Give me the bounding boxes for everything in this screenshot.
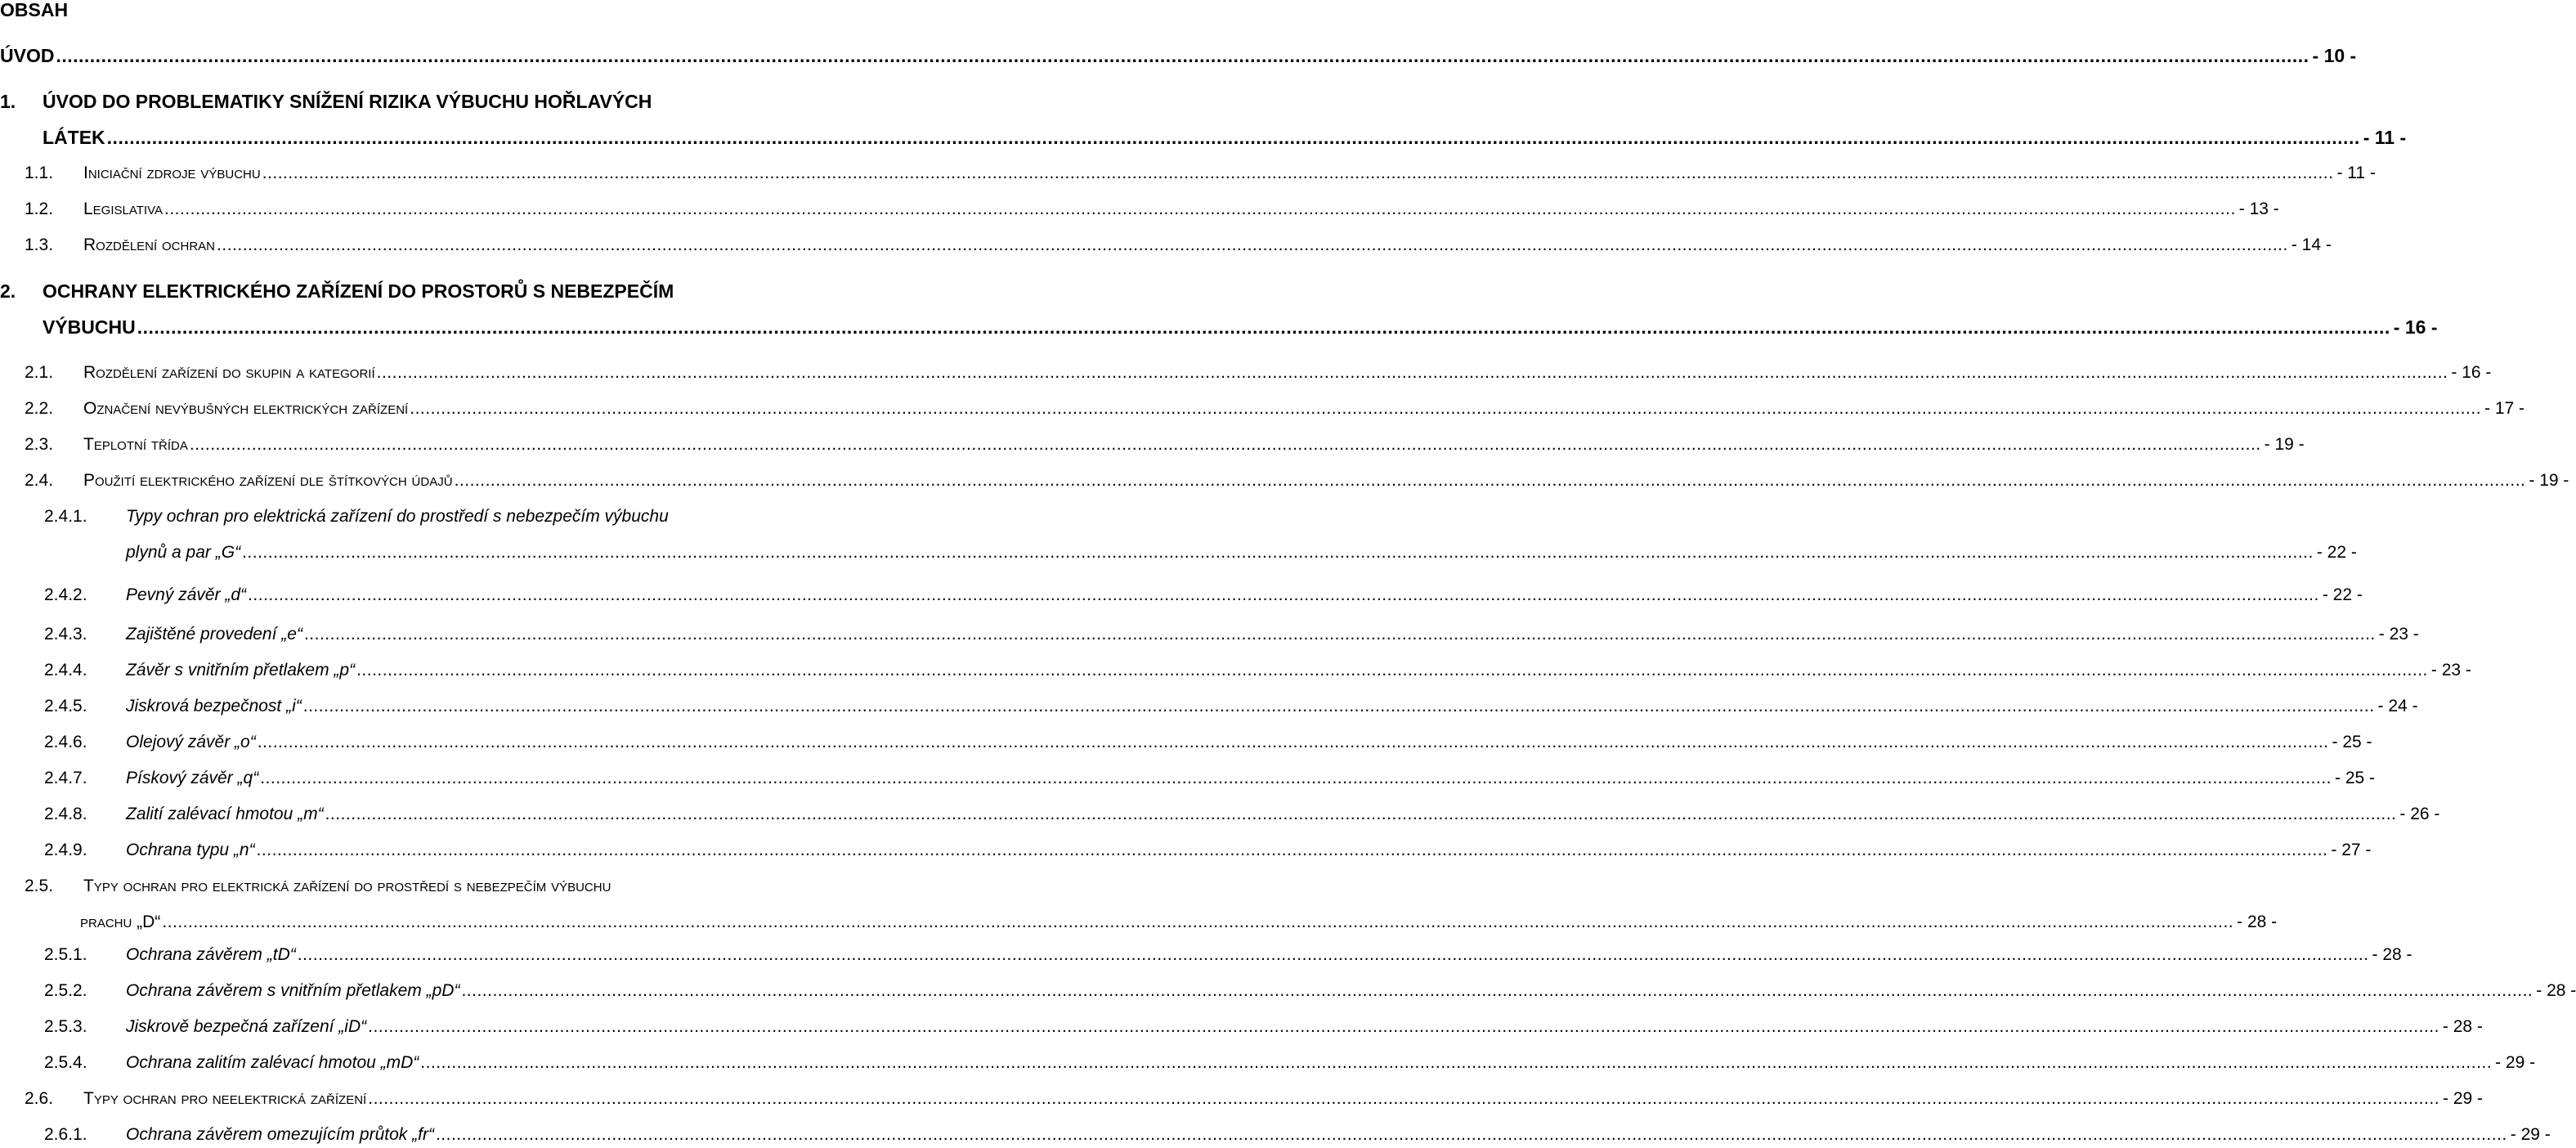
toc-entry[interactable]: [0, 43, 2357, 69]
toc-entry-number: 2.4.2.: [44, 585, 87, 604]
toc-entry-page: - 22 -: [2316, 543, 2357, 562]
toc-entry-page: - 27 -: [2331, 841, 2372, 859]
toc-entry-title[interactable]: Typy ochran pro elektrická zařízení do prostředí s nebezpečím výbuchu: [126, 507, 669, 526]
toc-entry-title: Použití elektrického zařízení dle štítkových údajů: [83, 471, 453, 490]
toc-entry-page: - 25 -: [2335, 769, 2376, 787]
toc-entry-page: - 26 -: [2399, 805, 2440, 823]
toc-entry-number: 2.4.7.: [44, 769, 87, 787]
toc-entry-number: 2.4.9.: [44, 841, 87, 859]
toc-entry-number: 2.4.: [25, 471, 54, 490]
toc-entry-page: - 13 -: [2238, 200, 2279, 218]
dot-leader: ................................................................................................................................................................................................................................................................................................................................................................................................................: [368, 1089, 2440, 1108]
toc-entry-title: Ochrana zalitím zalévací hmotou „mD“: [126, 1053, 419, 1072]
toc-entry[interactable]: [0, 468, 2569, 494]
toc-entry-title: Olejový závěr „o“: [126, 733, 256, 751]
toc-entry[interactable]: [0, 801, 2440, 827]
toc-entry[interactable]: [0, 396, 2525, 422]
toc-entry[interactable]: [0, 196, 2279, 222]
dot-leader: ................................................................................................................................................................................................................................................................................................................................................................................................................: [435, 1125, 2507, 1144]
toc-entry[interactable]: [0, 978, 2576, 1004]
dot-leader: ................................................................................................................................................................................................................................................................................................................................................................................................................: [256, 841, 2328, 859]
dot-leader: ................................................................................................................................................................................................................................................................................................................................................................................................................: [106, 127, 2360, 148]
toc-entry-page: - 17 -: [2484, 399, 2525, 418]
toc-entry-title: Jiskrová bezpečnost „i“: [126, 697, 302, 715]
toc-entry-title: Označení nevýbušných elektrických zařízení: [83, 399, 409, 418]
toc-entry-page: - 28 -: [2237, 913, 2278, 931]
toc-entry[interactable]: [0, 621, 2419, 648]
toc-entry[interactable]: [0, 693, 2418, 720]
toc-entry-page: - 23 -: [2430, 661, 2471, 679]
dot-leader: ................................................................................................................................................................................................................................................................................................................................................................................................................: [356, 661, 2428, 679]
toc-entry-title: Rozdělení zařízení do skupin a kategorií: [83, 363, 375, 382]
toc-entry-title: Teplotní třída: [83, 435, 188, 454]
dot-leader: ................................................................................................................................................................................................................................................................................................................................................................................................................: [189, 435, 2261, 454]
dot-leader: ................................................................................................................................................................................................................................................................................................................................................................................................................: [461, 981, 2533, 1000]
toc-entry-page: - 28 -: [2442, 1017, 2483, 1036]
dot-leader: ................................................................................................................................................................................................................................................................................................................................................................................................................: [297, 945, 2369, 964]
dot-leader: ................................................................................................................................................................................................................................................................................................................................................................................................................: [260, 769, 2332, 787]
toc-entry-title: Zalití zalévací hmotou „m“: [126, 805, 324, 823]
dot-leader: ................................................................................................................................................................................................................................................................................................................................................................................................................: [262, 164, 2334, 182]
toc-entry-title: Legislativa: [83, 200, 163, 218]
toc-entry-number: 2.3.: [25, 435, 54, 454]
toc-entry-number: 2.5.1.: [44, 945, 87, 964]
toc-entry[interactable]: [0, 582, 2363, 608]
dot-leader: ................................................................................................................................................................................................................................................................................................................................................................................................................: [217, 235, 2288, 254]
toc-entry-number: 2.4.8.: [44, 805, 87, 823]
toc-entry-number: 2.4.6.: [44, 733, 87, 751]
toc-entry-page: - 29 -: [2443, 1089, 2484, 1108]
dot-leader: ................................................................................................................................................................................................................................................................................................................................................................................................................: [325, 805, 2397, 823]
toc-entry-number: 1.1.: [25, 164, 54, 182]
dot-leader: ................................................................................................................................................................................................................................................................................................................................................................................................................: [56, 45, 2309, 66]
toc-entry-number: 2.4.4.: [44, 661, 87, 679]
toc-entry-number: 1.2.: [25, 200, 54, 218]
toc-entry-number: 2.2.: [25, 399, 54, 418]
toc-entry-title: Závěr s vnitřním přetlakem „p“: [126, 661, 356, 679]
toc-entry-page: - 11 -: [2363, 127, 2407, 148]
toc-entry-page: - 25 -: [2332, 733, 2372, 751]
toc-entry[interactable]: [0, 160, 2376, 186]
toc-entry-page: - 24 -: [2377, 697, 2418, 715]
toc-entry-title: ÚVOD: [0, 45, 55, 66]
dot-leader: ................................................................................................................................................................................................................................................................................................................................................................................................................: [302, 697, 2375, 715]
toc-entry-number: 2.6.1.: [44, 1125, 87, 1144]
dot-leader: ................................................................................................................................................................................................................................................................................................................................................................................................................: [164, 200, 2236, 218]
toc-entry[interactable]: [0, 1050, 2536, 1076]
dot-leader: ................................................................................................................................................................................................................................................................................................................................................................................................................: [248, 585, 2319, 604]
toc-entry-number: 2.4.1.: [44, 507, 87, 526]
dot-leader: ................................................................................................................................................................................................................................................................................................................................................................................................................: [376, 363, 2448, 382]
toc-entry-title: Ochrana závěrem s vnitřním přetlakem „pD“: [126, 981, 460, 1000]
dot-leader: ................................................................................................................................................................................................................................................................................................................................................................................................................: [303, 625, 2376, 644]
toc-entry-page: - 11 -: [2336, 164, 2376, 182]
toc-entry[interactable]: [0, 314, 2438, 340]
toc-entry[interactable]: [0, 1014, 2483, 1040]
dot-leader: ................................................................................................................................................................................................................................................................................................................................................................................................................: [257, 733, 2329, 751]
toc-entry-title: Typy ochran pro neelektrická zařízení: [83, 1089, 367, 1108]
dot-leader: ................................................................................................................................................................................................................................................................................................................................................................................................................: [242, 543, 2314, 562]
toc-entry-title[interactable]: OCHRANY ELEKTRICKÉHO ZAŘÍZENÍ DO PROSTORŮ S NEBEZPEČÍM: [43, 280, 674, 302]
toc-entry-number: 2.: [0, 280, 16, 302]
toc-entry-title: Pevný závěr „d“: [126, 585, 247, 604]
dot-leader: ................................................................................................................................................................................................................................................................................................................................................................................................................: [420, 1053, 2493, 1072]
toc-entry-page: - 29 -: [2510, 1125, 2551, 1144]
toc-entry-title: Ochrana závěrem „tD“: [126, 945, 296, 964]
toc-entry[interactable]: [0, 1122, 2551, 1148]
dot-leader: ................................................................................................................................................................................................................................................................................................................................................................................................................: [137, 316, 2390, 338]
toc-entry[interactable]: [0, 837, 2372, 863]
toc-entry-title-continued: prachu „D“: [80, 913, 161, 931]
toc-entry-title: Ochrana typu „n“: [126, 841, 255, 859]
toc-entry-page: - 29 -: [2495, 1053, 2536, 1072]
toc-entry[interactable]: [0, 942, 2412, 968]
toc-entry[interactable]: [0, 1086, 2484, 1112]
toc-entry[interactable]: [0, 124, 2407, 150]
toc-entry-title: Iniciační zdroje výbuchu: [83, 164, 261, 182]
toc-entry-number: 2.5.: [25, 877, 54, 895]
toc-entry-title: Pískový závěr „q“: [126, 769, 259, 787]
toc-entry-page: - 19 -: [2529, 471, 2569, 490]
toc-entry-number: 1.: [0, 91, 16, 112]
dot-leader: ................................................................................................................................................................................................................................................................................................................................................................................................................: [454, 471, 2526, 490]
toc-entry-title[interactable]: Typy ochran pro elektrická zařízení do prostředí s nebezpečím výbuchu: [83, 877, 612, 895]
dot-leader: ................................................................................................................................................................................................................................................................................................................................................................................................................: [162, 913, 2234, 931]
toc-entry-title-continued: plynů a par „G“: [126, 543, 241, 562]
toc-entry-title: Zajištěné provedení „e“: [126, 625, 302, 644]
toc-entry-page: - 10 -: [2312, 45, 2357, 66]
toc-entry-number: 2.4.5.: [44, 697, 87, 715]
toc-entry-number: 2.6.: [25, 1089, 54, 1108]
toc-entry-title: Ochrana závěrem omezujícím průtok „fr“: [126, 1125, 434, 1144]
toc-entry-number: 1.3.: [25, 235, 54, 254]
toc-entry-page: - 16 -: [2451, 363, 2492, 382]
toc-entry-page: - 28 -: [2372, 945, 2412, 964]
toc-entry-title-continued: VÝBUCHU: [43, 316, 136, 338]
toc-entry[interactable]: [0, 540, 2357, 566]
toc-entry-title: Rozdělení ochran: [83, 235, 216, 254]
toc-entry-title: Jiskrově bezpečná zařízení „iD“: [126, 1017, 367, 1036]
dot-leader: ................................................................................................................................................................................................................................................................................................................................................................................................................: [410, 399, 2482, 418]
toc-entry[interactable]: [0, 360, 2492, 386]
toc-entry-page: - 22 -: [2322, 585, 2363, 604]
toc-entry[interactable]: [0, 765, 2376, 791]
dot-leader: ................................................................................................................................................................................................................................................................................................................................................................................................................: [368, 1017, 2439, 1036]
toc-entry-page: - 14 -: [2291, 235, 2332, 254]
toc-entry[interactable]: [0, 909, 2278, 935]
toc-entry[interactable]: [0, 232, 2332, 258]
toc-entry-number: 2.1.: [25, 363, 54, 382]
toc-entry[interactable]: [0, 432, 2305, 458]
toc-entry-number: 2.5.3.: [44, 1017, 87, 1036]
toc-entry-title[interactable]: ÚVOD DO PROBLEMATIKY SNÍŽENÍ RIZIKA VÝBUCHU HOŘLAVÝCH: [43, 91, 652, 112]
toc-entry-number: 2.4.3.: [44, 625, 87, 644]
toc-entry-number: 2.5.4.: [44, 1053, 87, 1072]
toc-entry-page: - 19 -: [2264, 435, 2305, 454]
toc-entry-title-continued: LÁTEK: [43, 127, 105, 148]
toc-heading: OBSAH: [0, 0, 69, 20]
toc-entry[interactable]: [0, 729, 2372, 756]
toc-entry[interactable]: [0, 657, 2471, 684]
toc-entry-page: - 28 -: [2536, 981, 2576, 1000]
toc-entry-number: 2.5.2.: [44, 981, 87, 1000]
toc-entry-page: - 16 -: [2393, 316, 2438, 338]
toc-entry-page: - 23 -: [2378, 625, 2419, 644]
